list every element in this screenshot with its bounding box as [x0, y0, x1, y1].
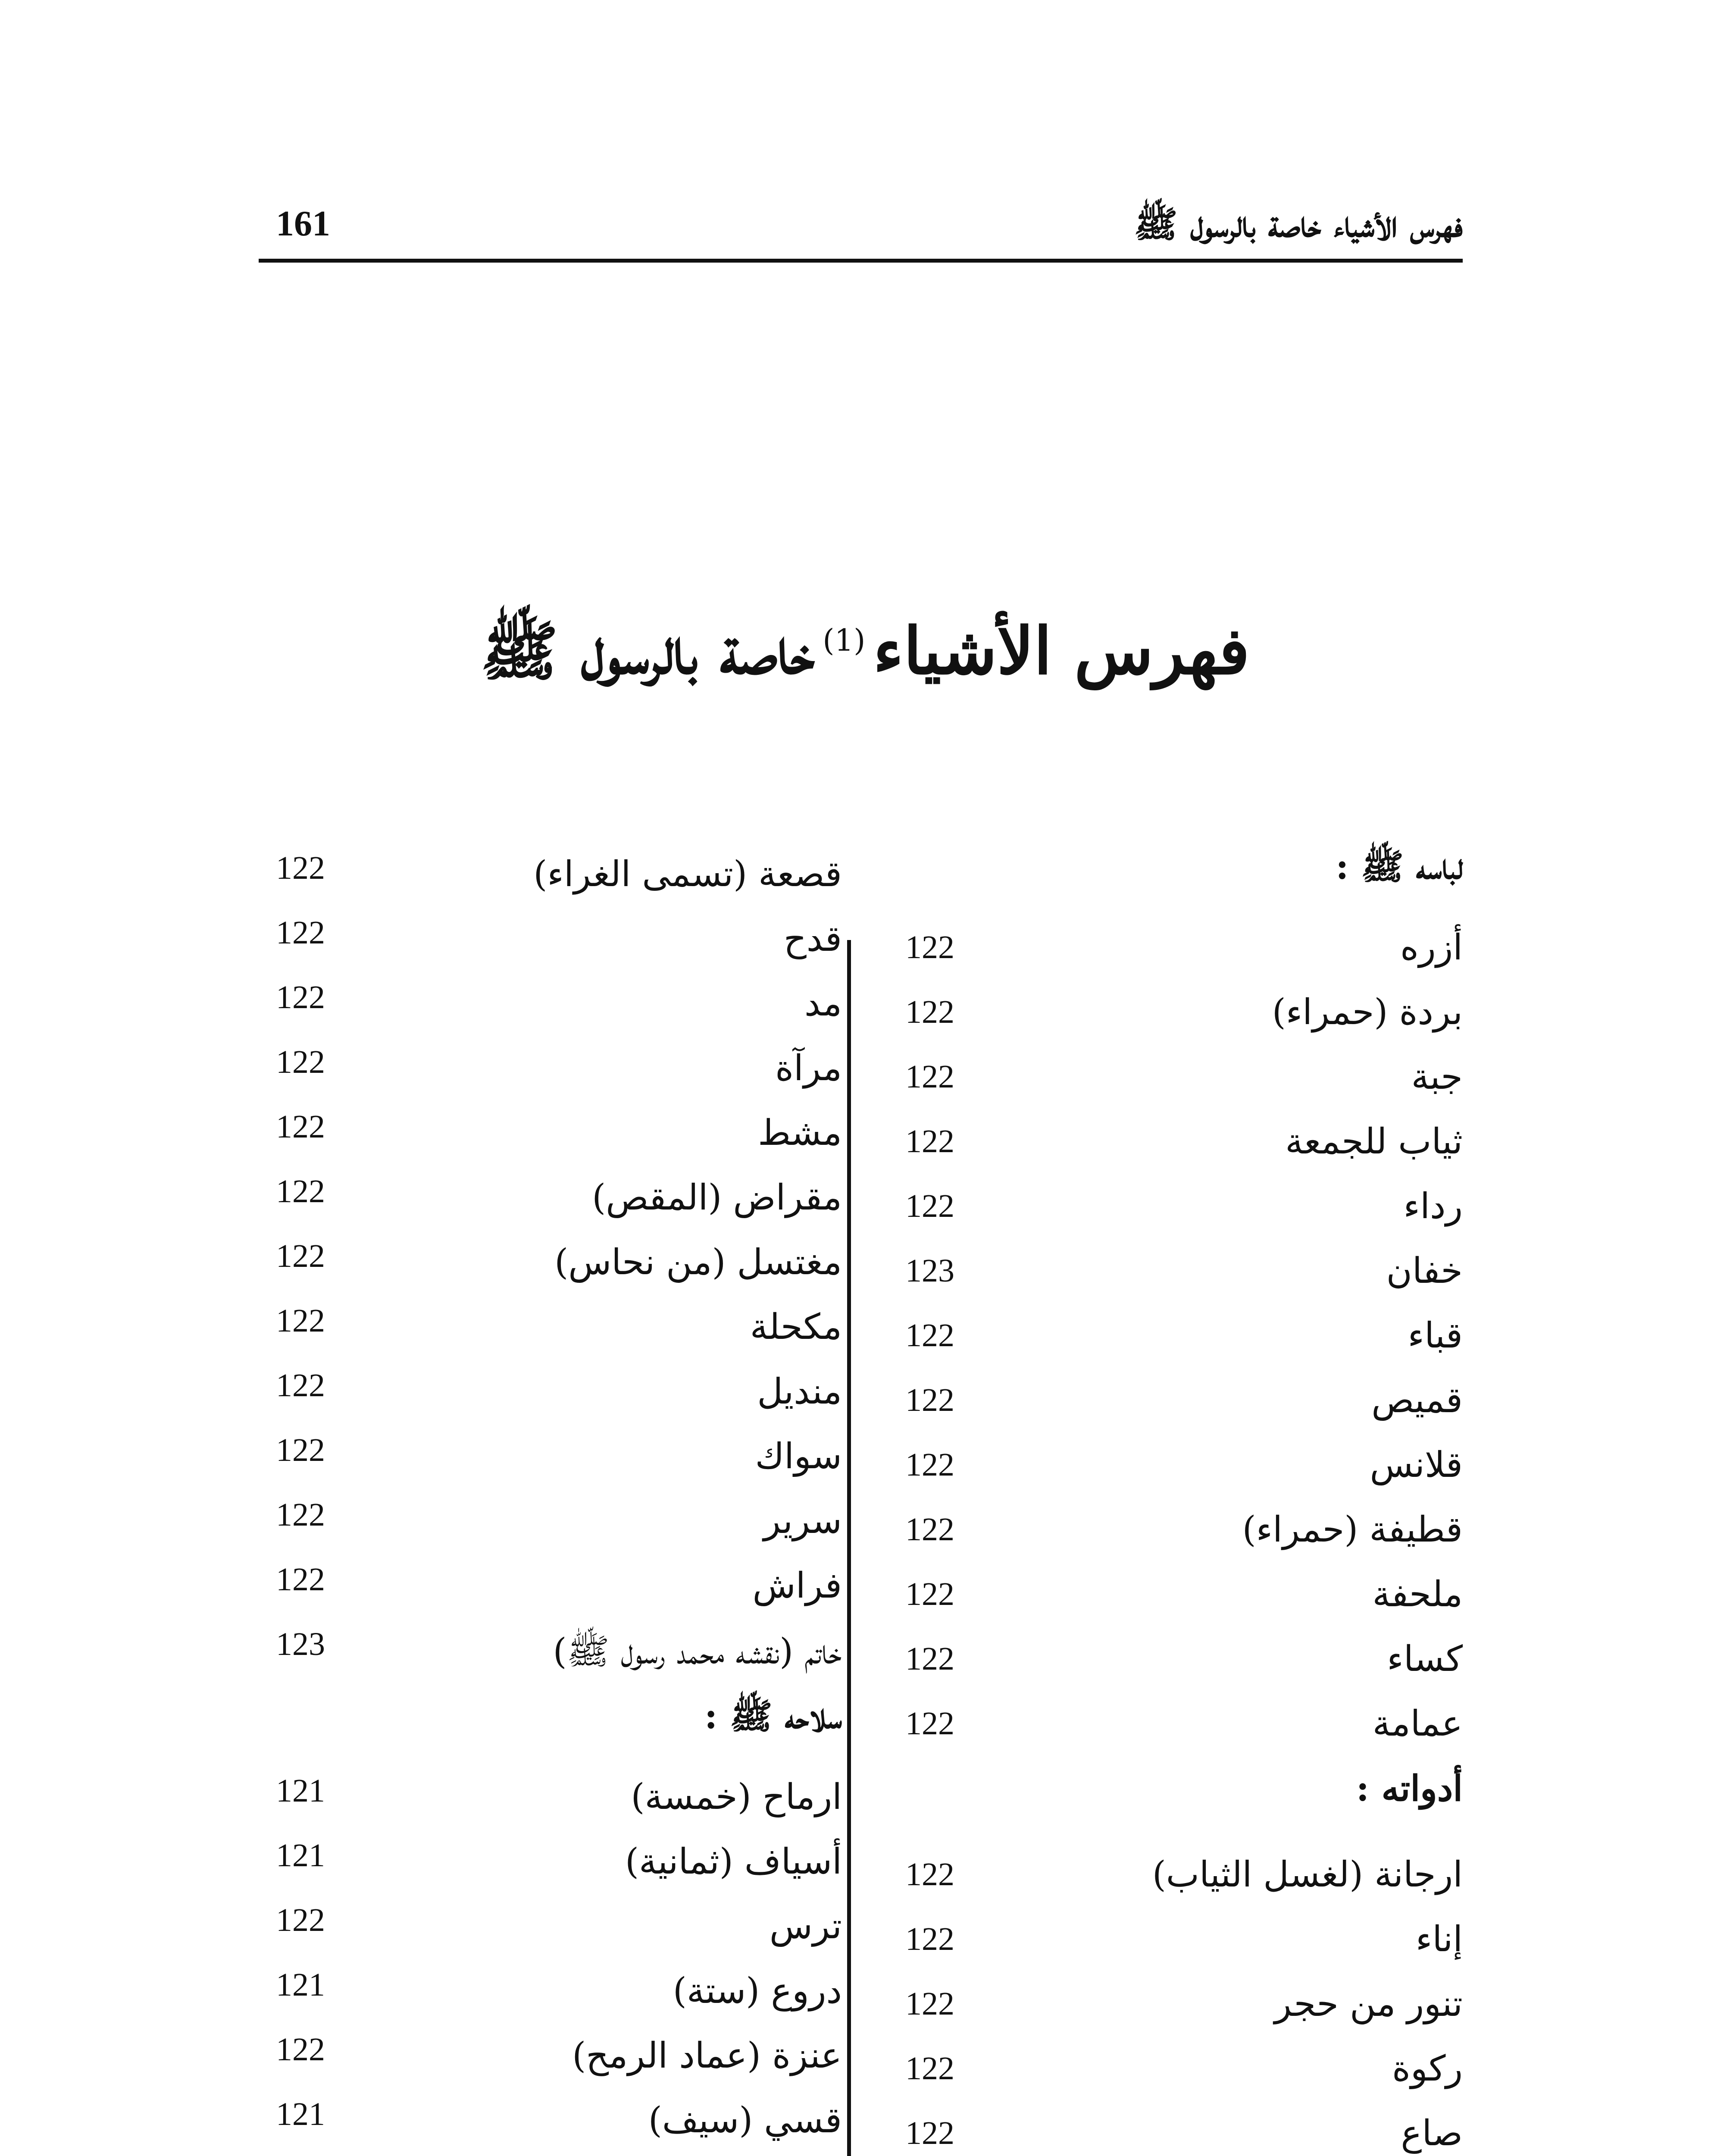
- page-ref: 121: [276, 2096, 325, 2132]
- page-ref: 122: [276, 1044, 325, 1080]
- page-ref: 122: [905, 1576, 954, 1612]
- index-entry: قسي (سيف): [648, 2100, 842, 2141]
- page-ref: 122: [276, 1238, 325, 1274]
- section-heading-weapons: سلاحه ﷺ :: [704, 1695, 842, 1737]
- index-entry: ثياب للجمعة: [1285, 1121, 1463, 1162]
- section-heading-clothes: لباسه ﷺ :: [1336, 846, 1463, 887]
- page-ref: 122: [276, 1432, 325, 1468]
- page-ref: 122: [905, 929, 954, 965]
- page-ref: 122: [905, 1059, 954, 1095]
- page-ref: 122: [905, 1856, 954, 1893]
- column-divider: [847, 940, 851, 2156]
- page-ref: 122: [905, 1986, 954, 2022]
- index-entry: قطيفة (حمراء): [1242, 1509, 1463, 1550]
- page-ref: 122: [905, 994, 954, 1030]
- index-entry: أسياف (ثمانية): [625, 1841, 842, 1882]
- index-entry: دروع (ستة): [673, 1971, 842, 2012]
- index-entry: جبة: [1411, 1056, 1463, 1097]
- index-entry: ملحفة: [1372, 1574, 1463, 1615]
- page-ref: 123: [905, 1253, 954, 1289]
- page-ref: 122: [905, 1705, 954, 1742]
- page-ref: 121: [276, 1967, 325, 2003]
- index-entry: قلانس: [1370, 1445, 1463, 1485]
- index-entry: بردة (حمراء): [1272, 992, 1463, 1033]
- index-entry: خاتم (نقشه محمد رسول ﷺ): [553, 1631, 842, 1672]
- running-title: فهرس الأشياء خاصة بالرسول ﷺ: [1134, 203, 1463, 245]
- page-ref: 122: [276, 1561, 325, 1598]
- footnote-marker: (1): [823, 622, 866, 658]
- page-ref: 122: [905, 1382, 954, 1418]
- page-ref: 122: [905, 1921, 954, 1957]
- index-entry: قصعة (تسمى الغراء): [533, 854, 842, 895]
- page-ref: 122: [276, 1173, 325, 1210]
- index-entry: كساء: [1387, 1639, 1463, 1680]
- index-entry: قباء: [1408, 1315, 1463, 1356]
- index-entry: ترس: [769, 1906, 842, 1947]
- page-ref: 122: [905, 2115, 954, 2151]
- page-title-part-1: فهرس الأشياء: [873, 613, 1250, 689]
- page-ref: 123: [276, 1626, 325, 1662]
- page-ref: 122: [276, 1367, 325, 1404]
- page-title: [0, 612, 1730, 706]
- page-ref: 122: [276, 2031, 325, 2068]
- index-entry: تنور من حجر: [1274, 1984, 1463, 2024]
- page-ref: 121: [276, 1837, 325, 1874]
- index-entry: منديل: [757, 1371, 842, 1412]
- section-heading-tools: أدواته :: [1356, 1768, 1463, 1809]
- page-ref: 122: [905, 1447, 954, 1483]
- page-ref: 122: [276, 1303, 325, 1339]
- page-title-part-2: خاصة بالرسول ﷺ: [480, 613, 815, 689]
- page-ref: 122: [905, 1123, 954, 1159]
- page-ref: 122: [276, 1109, 325, 1145]
- page-ref: 121: [276, 1773, 325, 1809]
- index-entry: مكحلة: [750, 1307, 842, 1348]
- page-ref: 122: [905, 1511, 954, 1548]
- index-entry: فراش: [752, 1565, 842, 1606]
- header-rule: [259, 259, 1463, 263]
- index-entry: قميص: [1371, 1380, 1463, 1421]
- page-ref: 122: [276, 915, 325, 951]
- page-ref: 122: [905, 1641, 954, 1677]
- page-ref: 122: [276, 1497, 325, 1533]
- page-ref: 122: [276, 979, 325, 1015]
- index-entry: أزره: [1400, 927, 1463, 968]
- index-entry: ارماح (خمسة): [631, 1777, 842, 1818]
- index-entry: مغتسل (من نحاس): [554, 1242, 842, 1283]
- index-entry: خفان: [1386, 1250, 1463, 1291]
- index-entry: مد: [804, 983, 842, 1024]
- index-entry: مرآة: [775, 1048, 842, 1089]
- page-ref: 122: [905, 2050, 954, 2087]
- index-entry: قدح: [783, 918, 842, 959]
- index-entry: عنزة (عماد الرمح): [572, 2035, 842, 2076]
- index-entry: مقراض (المقص): [592, 1177, 842, 1218]
- index-entry: سرير: [763, 1501, 842, 1542]
- page-number: 161: [276, 204, 330, 244]
- index-entry: مشط: [758, 1112, 842, 1153]
- index-entry: عمامة: [1372, 1703, 1463, 1744]
- page-ref: 122: [276, 1902, 325, 1938]
- index-entry: صاع: [1401, 2113, 1463, 2154]
- index-entry: ارجانة (لغسل الثياب): [1152, 1854, 1463, 1895]
- index-entry: رداء: [1403, 1186, 1463, 1227]
- index-entry: إناء: [1415, 1919, 1463, 1960]
- page-ref: 122: [905, 1317, 954, 1354]
- page-ref: 122: [905, 1188, 954, 1224]
- page-ref: 122: [276, 850, 325, 886]
- index-entry: سواك: [755, 1436, 842, 1477]
- index-entry: ركوة: [1392, 2048, 1463, 2089]
